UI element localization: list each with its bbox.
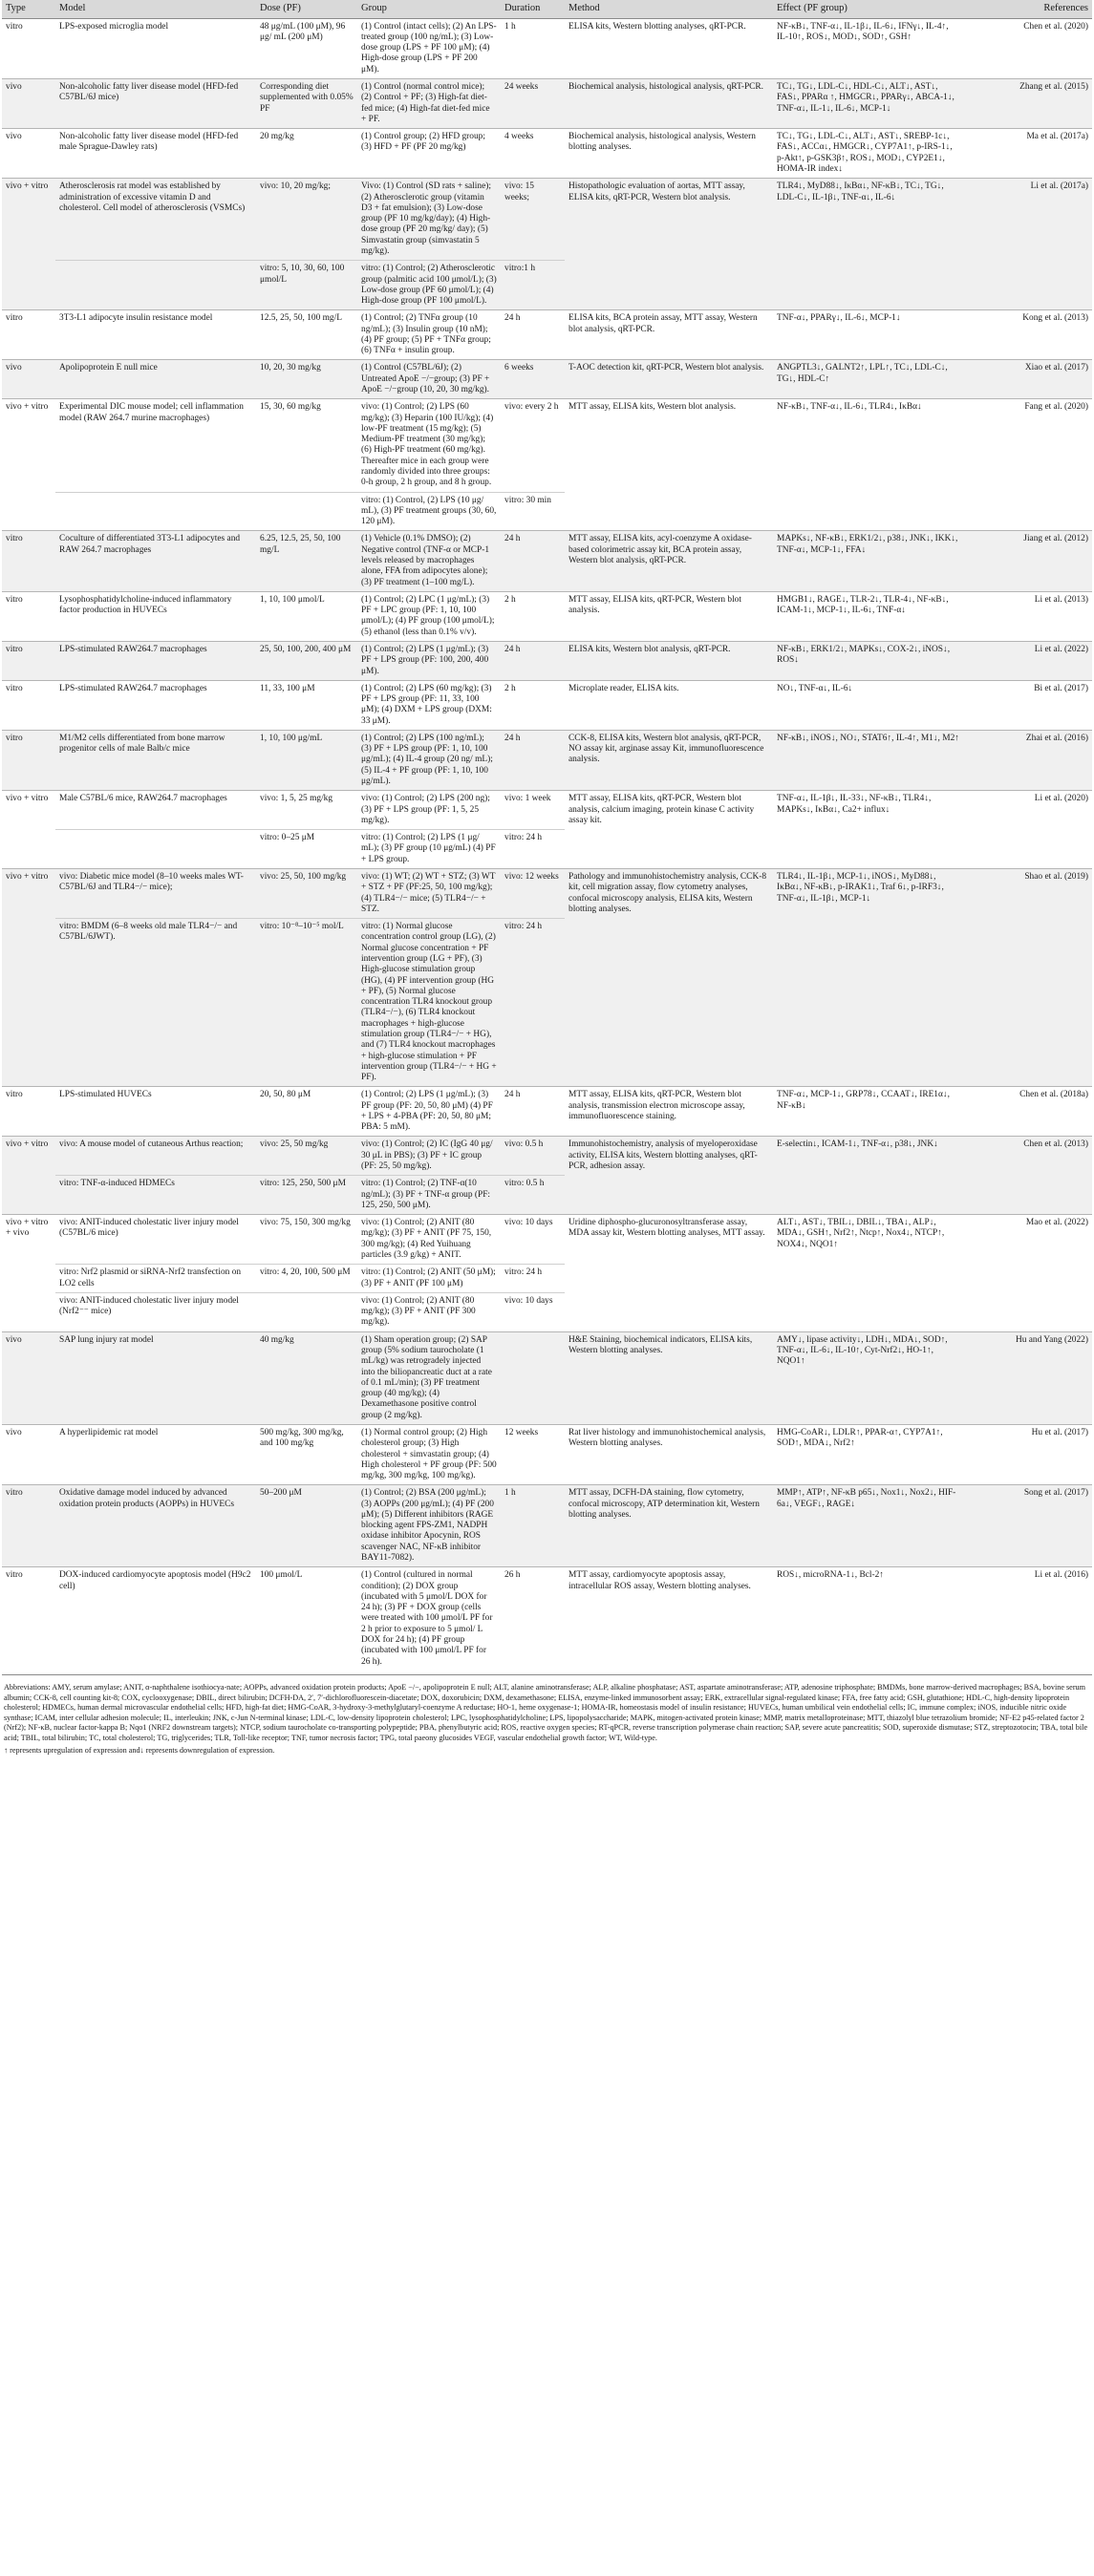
reference-cell: Kong et al. (2013) bbox=[964, 310, 1092, 360]
duration-cell: vivo: 12 weeks bbox=[501, 869, 565, 919]
group-cell: vivo: (1) Control; (2) LPS (200 ng); (3) PF + LPS group (PF: 1, 5, 25 mg/kg). bbox=[357, 791, 501, 830]
dose-cell: 6.25, 12.5, 25, 50, 100 mg/L bbox=[256, 531, 357, 591]
reference-cell: Song et al. (2017) bbox=[964, 1485, 1092, 1567]
model-cell bbox=[55, 261, 256, 310]
duration-cell: vitro: 24 h bbox=[501, 1265, 565, 1293]
reference-cell: Chen et al. (2013) bbox=[964, 1137, 1092, 1215]
dose-cell: 1, 10, 100 μg/mL bbox=[256, 730, 357, 790]
reference-cell: Zhai et al. (2016) bbox=[964, 730, 1092, 790]
header-duration: Duration bbox=[501, 0, 565, 18]
duration-cell: 1 h bbox=[501, 1485, 565, 1567]
duration-cell: vitro: 0.5 h bbox=[501, 1176, 565, 1215]
table-row bbox=[2, 1331, 1092, 1424]
method-cell: Histopathologic evaluation of aortas, MTT assay, ELISA kits, qRT-PCR, Western blot analysis. bbox=[565, 179, 773, 310]
method-cell: H&E Staining, biochemical indicators, ELISA kits, Western blotting analyses. bbox=[565, 1331, 773, 1424]
type-cell: vivo + vitro bbox=[2, 869, 55, 1087]
group-cell: (1) Control; (2) LPS (1 μg/mL); (3) PF + LPS group (PF: 100, 200, 400 μM). bbox=[357, 641, 501, 680]
effect-cell: TNF-α↓, IL-1β↓, IL-33↓, NF-κB↓, TLR4↓, MAPKs↓, IκBα↓, Ca2+ influx↓ bbox=[773, 791, 964, 869]
reference-cell: Fang et al. (2020) bbox=[964, 399, 1092, 531]
dose-cell: 10, 20, 30 mg/kg bbox=[256, 360, 357, 399]
model-cell: Non-alcoholic fatty liver disease model (HFD-fed male Sprague-Dawley rats) bbox=[55, 129, 256, 179]
dose-cell: 500 mg/kg, 300 mg/kg, and 100 mg/kg bbox=[256, 1424, 357, 1484]
effect-cell: NF-κB↓, ERK1/2↓, MAPKs↓, COX-2↓, iNOS↓, ROS↓ bbox=[773, 641, 964, 680]
table-body bbox=[2, 18, 1092, 1671]
model-cell: vitro: TNF-α-induced HDMECs bbox=[55, 1176, 256, 1215]
group-cell: (1) Control (cultured in normal condition); (2) DOX group (incubated with 5 μmol/L DOX for 24 h); (3) PF + DOX group (cells were treated with 100 μmol/L PF for 2 h prior to exposure to 5 μmol/ L DOX for 24 h); (4) PF group (incubated with 100 μmol/L PF for 26 h). bbox=[357, 1567, 501, 1671]
effect-cell: TLR4↓, IL-1β↓, MCP-1↓, iNOS↓, MyD88↓, IκBα↓, NF-κB↓, p-IRAK1↓, Traf 6↓, p-IRF3↓, TNF-α↓, IL-1β↓, MCP-1↓ bbox=[773, 869, 964, 1087]
dose-cell: 15, 30, 60 mg/kg bbox=[256, 399, 357, 492]
table-row bbox=[2, 730, 1092, 790]
reference-cell: Li et al. (2013) bbox=[964, 591, 1092, 641]
table-row bbox=[2, 18, 1092, 78]
table-row bbox=[2, 79, 1092, 129]
type-cell: vivo bbox=[2, 129, 55, 179]
dose-cell: 11, 33, 100 μM bbox=[256, 680, 357, 730]
type-cell: vivo + vitro bbox=[2, 399, 55, 531]
model-cell: LPS-stimulated HUVECs bbox=[55, 1087, 256, 1137]
model-cell: M1/M2 cells differentiated from bone marrow progenitor cells of male Balb/c mice bbox=[55, 730, 256, 790]
table-row bbox=[2, 1215, 1092, 1265]
group-cell: vitro: (1) Control; (2) TNF-α(10 ng/mL); (3) PF + TNF-α group (PF: 125, 250, 500 μM). bbox=[357, 1176, 501, 1215]
model-cell: DOX-induced cardiomyocyte apoptosis model (H9c2 cell) bbox=[55, 1567, 256, 1671]
group-cell: vitro: (1) Control, (2) LPS (10 μg/ mL), (3) PF treatment groups (30, 60, 120 μM). bbox=[357, 492, 501, 531]
duration-cell: vivo: 0.5 h bbox=[501, 1137, 565, 1176]
duration-cell: 24 h bbox=[501, 1087, 565, 1137]
group-cell: vivo: (1) WT; (2) WT + STZ; (3) WT + STZ + PF (PF:25, 50, 100 mg/kg); (4) TLR4−/− mice; (5) TLR4−/− + STZ. bbox=[357, 869, 501, 919]
method-cell: Immunohistochemistry, analysis of myeloperoxidase activity, ELISA kits, Western blotting analyses, qRT-PCR, adhesion assay. bbox=[565, 1137, 773, 1215]
table-row bbox=[2, 680, 1092, 730]
method-cell: Pathology and immunohistochemistry analysis, CCK-8 kit, cell migration assay, flow cytometry analyses, confocal microscopy analysis, ELISA kits, Western blotting analyses. bbox=[565, 869, 773, 1087]
effect-cell: TC↓, TG↓, LDL-C↓, ALT↓, AST↓, SREBP-1c↓, FAS↓, ACCα↓, HMGCR↓, CYP7A1↑, p-IRS-1↓, p-Akt↑, p-GSK3β↑, ROS↓, MOD↓, CYP2E1↓, HOMA-IR index↓ bbox=[773, 129, 964, 179]
duration-cell: 2 h bbox=[501, 680, 565, 730]
dose-cell: vivo: 25, 50, 100 mg/kg bbox=[256, 869, 357, 919]
document bbox=[2, 0, 1092, 1756]
header-group: Group bbox=[357, 0, 501, 18]
group-cell: vivo: (1) Control; (2) ANIT (80 mg/kg); (3) PF + ANIT (PF 300 mg/kg). bbox=[357, 1292, 501, 1331]
effect-cell: MMP↑, ATP↑, NF-κB p65↓, Nox1↓, Nox2↓, HIF-6a↓, VEGF↓, RAGE↓ bbox=[773, 1485, 964, 1567]
effect-cell: TNF-α↓, MCP-1↓, GRP78↓, CCAAT↓, IRE1α↓, NF-κB↓ bbox=[773, 1087, 964, 1137]
model-cell: LPS-exposed microglia model bbox=[55, 18, 256, 78]
duration-cell: vivo: 15 weeks; bbox=[501, 179, 565, 261]
model-cell: Experimental DIC mouse model; cell inflammation model (RAW 264.7 murine macrophages) bbox=[55, 399, 256, 492]
reference-cell: Bi et al. (2017) bbox=[964, 680, 1092, 730]
effect-cell: E-selectin↓, ICAM-1↓, TNF-α↓, p38↓, JNK↓ bbox=[773, 1137, 964, 1215]
effect-cell: TLR4↓, MyD88↓, IκBα↓, NF-κB↓, TC↓, TG↓, LDL-C↓, IL-1β↓, TNF-α↓, IL-6↓ bbox=[773, 179, 964, 310]
duration-cell bbox=[501, 1331, 565, 1424]
reference-cell: Ma et al. (2017a) bbox=[964, 129, 1092, 179]
model-cell: Lysophosphatidylcholine-induced inflammatory factor production in HUVECs bbox=[55, 591, 256, 641]
model-cell: Atherosclerosis rat model was established by administration of excessive vitamin D and cholesterol. Cell model of atherosclerosis (VSMCs) bbox=[55, 179, 256, 261]
group-cell: (1) Control; (2) LPS (60 mg/kg); (3) PF + LPS group (PF: 11, 33, 100 μM); (4) DXM + LPS group (DXM: 33 μM). bbox=[357, 680, 501, 730]
header-dose: Dose (PF) bbox=[256, 0, 357, 18]
group-cell: (1) Control group; (2) HFD group; (3) HFD + PF (PF 20 mg/kg) bbox=[357, 129, 501, 179]
group-cell: (1) Control (C57BL/6J); (2) Untreated ApoE −/−group; (3) PF + ApoE −/−group (10, 20, 30 mg/kg). bbox=[357, 360, 501, 399]
type-cell: vitro bbox=[2, 531, 55, 591]
reference-cell: Zhang et al. (2015) bbox=[964, 79, 1092, 129]
method-cell: MTT assay, ELISA kits, acyl-coenzyme A oxidase-based colorimetric assay kit, BCA protein assay, Western blot analysis, qRT-PCR. bbox=[565, 531, 773, 591]
table-row bbox=[2, 869, 1092, 919]
duration-cell: vitro: 24 h bbox=[501, 919, 565, 1087]
group-cell: (1) Control; (2) LPC (1 μg/mL); (3) PF + LPC group (PF: 1, 10, 100 μmol/L); (4) PF group (100 μmol/L); (5) ethanol (less than 0.1% v/v). bbox=[357, 591, 501, 641]
table-row bbox=[2, 641, 1092, 680]
effect-cell: TC↓, TG↓, LDL-C↓, HDL-C↓, ALT↓, AST↓, FAS↓, PPARα ↑, HMGCR↓, PPARγ↓, ABCA-1↓, TNF-α↓, IL-1↓, IL-6↓, MCP-1↓ bbox=[773, 79, 964, 129]
group-cell: vitro: (1) Control; (2) ANIT (50 μM); (3) PF + ANIT (PF 100 μM) bbox=[357, 1265, 501, 1293]
table-row bbox=[2, 1485, 1092, 1567]
type-cell: vivo + vitro bbox=[2, 791, 55, 869]
model-cell: 3T3-L1 adipocyte insulin resistance model bbox=[55, 310, 256, 360]
header-model: Model bbox=[55, 0, 256, 18]
model-cell: vivo: Diabetic mice model (8–10 weeks males WT- C57BL/6J and TLR4−/− mice); bbox=[55, 869, 256, 919]
table-row bbox=[2, 360, 1092, 399]
reference-cell: Xiao et al. (2017) bbox=[964, 360, 1092, 399]
method-cell: Uridine diphospho-glucuronosyltransferase assay, MDA assay kit, Western blotting analyses, MTT assay. bbox=[565, 1215, 773, 1332]
dose-cell: vivo: 1, 5, 25 mg/kg bbox=[256, 791, 357, 830]
method-cell: T-AOC detection kit, qRT-PCR, Western blot analysis. bbox=[565, 360, 773, 399]
method-cell: Microplate reader, ELISA kits. bbox=[565, 680, 773, 730]
method-cell: CCK-8, ELISA kits, Western blot analysis, qRT-PCR, NO assay kit, arginase assay Kit, immunofluorescence analysis. bbox=[565, 730, 773, 790]
reference-cell: Mao et al. (2022) bbox=[964, 1215, 1092, 1332]
duration-cell: 2 h bbox=[501, 591, 565, 641]
reference-cell: Chen et al. (2018a) bbox=[964, 1087, 1092, 1137]
reference-cell: Li et al. (2016) bbox=[964, 1567, 1092, 1671]
method-cell: MTT assay, ELISA kits, qRT-PCR, Western blot analysis. bbox=[565, 591, 773, 641]
group-cell: vivo: (1) Control; (2) IC (IgG 40 μg/ 30 μL in PBS); (3) PF + IC group (PF: 25, 50 mg/kg). bbox=[357, 1137, 501, 1176]
table-row bbox=[2, 310, 1092, 360]
type-cell: vivo bbox=[2, 79, 55, 129]
duration-cell: 24 weeks bbox=[501, 79, 565, 129]
header-effect: Effect (PF group) bbox=[773, 0, 964, 18]
table-row bbox=[2, 129, 1092, 179]
duration-cell: 26 h bbox=[501, 1567, 565, 1671]
group-cell: vitro: (1) Normal glucose concentration control group (LG), (2) Normal glucose concentration + PF intervention group (LG + PF), (3) High-glucose stimulation group (HG), (4) PF intervention group (HG + PF), (5) Normal glucose concentration TLR4 knockout group (TLR4−/−), (6) TLR4 knockout macrophages + high-glucose stimulation group (TLR4−/− + HG), and (7) TLR4 knockout macrophages + high-glucose stimulation + PF intervention group (TLR4−/− + HG + PF). bbox=[357, 919, 501, 1087]
dose-cell bbox=[256, 492, 357, 531]
model-cell bbox=[55, 492, 256, 531]
method-cell: MTT assay, DCFH-DA staining, flow cytometry, confocal microscopy, ATP determination kit, Western blotting analyses. bbox=[565, 1485, 773, 1567]
table-row bbox=[2, 399, 1092, 492]
type-cell: vitro bbox=[2, 1087, 55, 1137]
model-cell: SAP lung injury rat model bbox=[55, 1331, 256, 1424]
effect-cell: MAPKs↓, NF-κB↓, ERK1/2↓, p38↓, JNK↓, IKK↓, TNF-α↓, MCP-1↓, FFA↓ bbox=[773, 531, 964, 591]
effect-cell: NF-κB↓, TNF-α↓, IL-1β↓, IL-6↓, IFNγ↓, IL-4↑, IL-10↑, ROS↓, MOD↓, SOD↑, GSH↑ bbox=[773, 18, 964, 78]
header-type: Type bbox=[2, 0, 55, 18]
dose-cell: 1, 10, 100 μmol/L bbox=[256, 591, 357, 641]
group-cell: (1) Control; (2) TNFα group (10 ng/mL); (3) Insulin group (10 nM); (4) PF group; (5) PF + TNFα group; (6) TNFα + insulin group. bbox=[357, 310, 501, 360]
reference-cell: Hu and Yang (2022) bbox=[964, 1331, 1092, 1424]
duration-cell: 24 h bbox=[501, 641, 565, 680]
effect-cell: HMG-CoAR↓, LDLR↑, PPAR-α↑, CYP7A1↑, SOD↑, MDA↓, Nrf2↑ bbox=[773, 1424, 964, 1484]
reference-cell: Hu et al. (2017) bbox=[964, 1424, 1092, 1484]
model-cell: vivo: ANIT-induced cholestatic liver injury model (Nrf2⁻⁻ mice) bbox=[55, 1292, 256, 1331]
group-cell: vitro: (1) Control; (2) Atherosclerotic group (palmitic acid 100 μmol/L); (3) Low-dose group (PF 60 μmol/L); (4) High-dose group (PF 100 μmol/L). bbox=[357, 261, 501, 310]
duration-cell: vitro: 24 h bbox=[501, 830, 565, 869]
type-cell: vivo + vitro bbox=[2, 1137, 55, 1215]
type-cell: vivo bbox=[2, 1424, 55, 1484]
type-cell: vitro bbox=[2, 730, 55, 790]
method-cell: Biochemical analysis, histological analysis, qRT-PCR. bbox=[565, 79, 773, 129]
group-cell: (1) Normal control group; (2) High cholesterol group; (3) High cholesterol + simvastatin group; (4) High cholesterol + PF group (PF: 500 mg/kg, 300 mg/kg, 100 mg/kg). bbox=[357, 1424, 501, 1484]
dose-cell: vitro: 5, 10, 30, 60, 100 μmol/L bbox=[256, 261, 357, 310]
method-cell: ELISA kits, Western blotting analyses, qRT-PCR. bbox=[565, 18, 773, 78]
group-cell: vivo: (1) Control; (2) ANIT (80 mg/kg); (3) PF + ANIT (PF 75, 150, 300 mg/kg); (4) Red Yuihuang particles (3.9 g/kg) + ANIT. bbox=[357, 1215, 501, 1265]
group-cell: (1) Vehicle (0.1% DMSO); (2) Negative control (TNF-α or MCP-1 levels released by macrophages alone, FFA from adipocytes alone); (3) PF treatment (1–100 mg/L). bbox=[357, 531, 501, 591]
group-cell: (1) Control (normal control mice); (2) Control + PF; (3) High-fat diet-fed mice; (4) High-fat diet-fed mice + PF. bbox=[357, 79, 501, 129]
reference-cell: Li et al. (2017a) bbox=[964, 179, 1092, 310]
duration-cell: 12 weeks bbox=[501, 1424, 565, 1484]
effect-cell: NF-κB↓, TNF-α↓, IL-6↓, TLR4↓, IκBα↓ bbox=[773, 399, 964, 531]
dose-cell: 48 μg/mL (100 μM), 96 μg/ mL (200 μM) bbox=[256, 18, 357, 78]
header-method: Method bbox=[565, 0, 773, 18]
dose-cell: vitro: 125, 250, 500 μM bbox=[256, 1176, 357, 1215]
dose-cell: 20 mg/kg bbox=[256, 129, 357, 179]
type-cell: vitro bbox=[2, 680, 55, 730]
type-cell: vitro bbox=[2, 1567, 55, 1671]
method-cell: Rat liver histology and immunohistochemical analysis, Western blotting analyses. bbox=[565, 1424, 773, 1484]
dose-cell: 12.5, 25, 50, 100 mg/L bbox=[256, 310, 357, 360]
table-row bbox=[2, 531, 1092, 591]
group-cell: Vivo: (1) Control (SD rats + saline); (2) Atherosclerotic group (vitamin D3 + fat emulsion); (3) Low-dose group (PF 10 mg/kg/day); (4) High-dose group (PF 20 mg/kg/ day); (5) Simvastatin group (simvastatin 5 mg/kg). bbox=[357, 179, 501, 261]
duration-cell: 6 weeks bbox=[501, 360, 565, 399]
type-cell: vivo + vitro bbox=[2, 179, 55, 310]
table-row bbox=[2, 179, 1092, 261]
type-cell: vitro bbox=[2, 310, 55, 360]
dose-cell: vivo: 75, 150, 300 mg/kg bbox=[256, 1215, 357, 1265]
model-cell: Non-alcoholic fatty liver disease model (HFD-fed C57BL/6J mice) bbox=[55, 79, 256, 129]
model-cell: vivo: ANIT-induced cholestatic liver injury model (C57BL/6 mice) bbox=[55, 1215, 256, 1265]
effect-cell: NF-κB↓, iNOS↓, NO↓, STAT6↑, IL-4↑, M1↓, M2↑ bbox=[773, 730, 964, 790]
table-row bbox=[2, 1137, 1092, 1176]
method-cell: Biochemical analysis, histological analysis, Western blotting analyses. bbox=[565, 129, 773, 179]
effect-cell: TNF-α↓, PPARγ↓, IL-6↓, MCP-1↓ bbox=[773, 310, 964, 360]
table-row bbox=[2, 1087, 1092, 1137]
model-cell: Male C57BL/6 mice, RAW264.7 macrophages bbox=[55, 791, 256, 830]
effect-cell: ALT↓, AST↓, TBIL↓, DBIL↓, TBA↓, ALP↓, MDA↓, GSH↑, Nrf2↑, Ntcp↑, Nox4↓, NTCP↑, NOX4↓, NQO1↑ bbox=[773, 1215, 964, 1332]
method-cell: MTT assay, ELISA kits, Western blot analysis. bbox=[565, 399, 773, 531]
dose-cell: vivo: 10, 20 mg/kg; bbox=[256, 179, 357, 261]
type-cell: vivo bbox=[2, 1331, 55, 1424]
effect-cell: HMGB1↓, RAGE↓, TLR-2↓, TLR-4↓, NF-κB↓, ICAM-1↓, MCP-1↓, IL-6↓, TNF-α↓ bbox=[773, 591, 964, 641]
model-cell: Coculture of differentiated 3T3-L1 adipocytes and RAW 264.7 macrophages bbox=[55, 531, 256, 591]
reference-cell: Li et al. (2020) bbox=[964, 791, 1092, 869]
effect-cell: ROS↓, microRNA-1↓, Bcl-2↑ bbox=[773, 1567, 964, 1671]
model-cell: vitro: BMDM (6–8 weeks old male TLR4−/− and C57BL/6JWT). bbox=[55, 919, 256, 1087]
dose-cell: vitro: 0–25 μM bbox=[256, 830, 357, 869]
type-cell: vitro bbox=[2, 18, 55, 78]
model-cell: LPS-stimulated RAW264.7 macrophages bbox=[55, 680, 256, 730]
duration-cell: 24 h bbox=[501, 730, 565, 790]
model-cell: A hyperlipidemic rat model bbox=[55, 1424, 256, 1484]
model-cell: vivo: A mouse model of cutaneous Arthus reaction; bbox=[55, 1137, 256, 1176]
duration-cell: vitro: 30 min bbox=[501, 492, 565, 531]
method-cell: MTT assay, cardiomyocyte apoptosis assay, intracellular ROS assay, Western blotting analyses. bbox=[565, 1567, 773, 1671]
type-cell: vitro bbox=[2, 641, 55, 680]
header-row bbox=[2, 0, 1092, 18]
table-row bbox=[2, 791, 1092, 830]
duration-cell: 24 h bbox=[501, 531, 565, 591]
dose-cell: 100 μmol/L bbox=[256, 1567, 357, 1671]
footnotes bbox=[2, 1674, 1092, 1756]
method-cell: MTT assay, ELISA kits, qRT-PCR, Western blot analysis, transmission electron microscope assay, immunofluorescence staining. bbox=[565, 1087, 773, 1137]
duration-cell: 1 h bbox=[501, 18, 565, 78]
method-cell: ELISA kits, Western blot analysis, qRT-PCR. bbox=[565, 641, 773, 680]
model-cell: Apolipoprotein E null mice bbox=[55, 360, 256, 399]
dose-cell: 25, 50, 100, 200, 400 μM bbox=[256, 641, 357, 680]
duration-cell: vivo: 10 days bbox=[501, 1292, 565, 1331]
table-row bbox=[2, 1567, 1092, 1671]
dose-cell: vivo: 25, 50 mg/kg bbox=[256, 1137, 357, 1176]
dose-cell: Corresponding diet supplemented with 0.05% PF bbox=[256, 79, 357, 129]
dose-cell bbox=[256, 1292, 357, 1331]
effect-cell: ANGPTL3↓, GALNT2↑, LPL↑, TC↓, LDL-C↓, TG↓, HDL-C↑ bbox=[773, 360, 964, 399]
reference-cell: Jiang et al. (2012) bbox=[964, 531, 1092, 591]
model-cell: LPS-stimulated RAW264.7 macrophages bbox=[55, 641, 256, 680]
data-table bbox=[2, 0, 1092, 1671]
dose-cell: vitro: 4, 20, 100, 500 μM bbox=[256, 1265, 357, 1293]
dose-cell: 20, 50, 80 μM bbox=[256, 1087, 357, 1137]
duration-cell: 24 h bbox=[501, 310, 565, 360]
model-cell bbox=[55, 830, 256, 869]
reference-cell: Shao et al. (2019) bbox=[964, 869, 1092, 1087]
group-cell: (1) Control; (2) LPS (100 ng/mL); (3) PF + LPS group (PF: 1, 10, 100 μg/mL); (4) IL-4 group (20 ng/ mL); (5) IL-4 + PF group (PF: 1, 10, 100 μg/mL). bbox=[357, 730, 501, 790]
model-cell: Oxidative damage model induced by advanced oxidation protein products (AOPPs) in HUVECs bbox=[55, 1485, 256, 1567]
reference-cell: Li et al. (2022) bbox=[964, 641, 1092, 680]
group-cell: (1) Control; (2) LPS (1 μg/mL); (3) PF group (PF: 20, 50, 80 μM) (4) PF + LPS + 4-PBA (PF: 20, 50, 80 μM; PBA: 5 mM). bbox=[357, 1087, 501, 1137]
effect-cell: NO↓, TNF-α↓, IL-6↓ bbox=[773, 680, 964, 730]
dose-cell: 40 mg/kg bbox=[256, 1331, 357, 1424]
group-cell: vivo: (1) Control; (2) LPS (60 mg/kg); (3) Heparin (100 IU/kg); (4) low-PF treatment (15 mg/kg); (5) Medium-PF treatment (30 mg/kg); (6) High-PF treatment (60 mg/kg). Thereafter mice in each group were randomly divided into three groups: 0-h group, 2 h group, and 8 h group. bbox=[357, 399, 501, 492]
arrow-legend-note: ↑ represents upregulation of expression and↓ represents downregulation of expression. bbox=[4, 1745, 275, 1755]
type-cell: vivo + vitro + vivo bbox=[2, 1215, 55, 1332]
table-row bbox=[2, 1424, 1092, 1484]
duration-cell: vivo: every 2 h bbox=[501, 399, 565, 492]
duration-cell: vivo: 1 week bbox=[501, 791, 565, 830]
method-cell: ELISA kits, BCA protein assay, MTT assay, Western blot analysis, qRT-PCR. bbox=[565, 310, 773, 360]
duration-cell: vitro:1 h bbox=[501, 261, 565, 310]
group-cell: (1) Control (intact cells); (2) An LPS-treated group (100 ng/mL); (3) Low-dose group (LPS + PF 100 μM); (4) High-dose group (LPS + PF 200 μM). bbox=[357, 18, 501, 78]
group-cell: (1) Sham operation group; (2) SAP group (5% sodium taurocholate (1 mL/kg) was retrogradely injected into the biliopancreatic duct at a rate of 0.1 mL/min); (3) PF treatment group (40 mg/kg); (4) Dexamethasone positive control group (2 mg/kg). bbox=[357, 1331, 501, 1424]
model-cell: vitro: Nrf2 plasmid or siRNA-Nrf2 transfection on LO2 cells bbox=[55, 1265, 256, 1293]
dose-cell: 50–200 μM bbox=[256, 1485, 357, 1567]
header-references: References bbox=[964, 0, 1092, 18]
type-cell: vivo bbox=[2, 360, 55, 399]
duration-cell: 4 weeks bbox=[501, 129, 565, 179]
duration-cell: vivo: 10 days bbox=[501, 1215, 565, 1265]
group-cell: vitro: (1) Control; (2) LPS (1 μg/ mL); (3) PF group (10 μg/mL) (4) PF + LPS group. bbox=[357, 830, 501, 869]
dose-cell: vitro: 10⁻⁸–10⁻⁵ mol/L bbox=[256, 919, 357, 1087]
method-cell: MTT assay, ELISA kits, qRT-PCR, Western blot analysis, calcium imaging, protein kinase C activity assay kit. bbox=[565, 791, 773, 869]
type-cell: vitro bbox=[2, 591, 55, 641]
type-cell: vitro bbox=[2, 1485, 55, 1567]
table-row bbox=[2, 591, 1092, 641]
effect-cell: AMY↓, lipase activity↓, LDH↓, MDA↓, SOD↑, TNF-α↓, IL-6↓, IL-10↑, Cyt-Nrf2↓, HO-1↑, NQO1↑ bbox=[773, 1331, 964, 1424]
reference-cell: Chen et al. (2020) bbox=[964, 18, 1092, 78]
group-cell: (1) Control; (2) BSA (200 μg/mL); (3) AOPPs (200 μg/mL); (4) PF (200 μM); (5) Different inhibitors (RAGE blocking agent FPS-ZM1, NADPH oxidase inhibitor Apocynin, ROS scavenger NAC, NF-κB inhibitor BAY11-7082). bbox=[357, 1485, 501, 1567]
abbreviations-note: Abbreviations: AMY, serum amylase; ANIT, α-naphthalene isothiocya-nate; AOPPs, advanced oxidation protein products; ApoE −/−, apolipoprotein E null; ALT, alanine aminotransferase; ALP, alkaline phosphatase; AST, aspartate aminotransferase; ATP, adenosine triphosphate; BMDMs, bone marrow-derived macrophages; BSA, bovine serum albumin; CCK-8, cell counting kit-8; COX, cyclooxygenase; DBIL, direct bilirubin; DCFH-DA, 2′, 7′-dichlorofluorescein-diacetate; DOX, doxorubicin; DXM, dexamethasone; ELISA, enzyme-linked immunosorbent assay; ERK, extracellular signal-regulated kinase; FFA, free fatty acid; GSH, glutathione; HDL-C, high-density lipoprotein cholesterol; HDMECs, human dermal microvascular endothelial cells; HFD, high-fat diet; HMG-CoAR, 3-hydroxy-3-methylglutaryl-coenzyme A reductase; HO-1, heme oxygenase-1; HOMA-IR, homeostasis model of insulin resistance; HUVECs, human umbilical vein endothelial cells; IC, immune complex; iNOS, inducible nitric oxide synthase; ICAM, inter cellular adhesion molecule; IL, interleukin; JNK, c-Jun N-terminal kinase; LDL-C, low-density lipoprotein cholesterol; LPC, lysophosphatidylcholine; LPS, lipopolysaccharide; MAPK, mitogen-activated protein kinase; MMP, matrix metalloproteinase; MTT, thiazolyl blue tetrazolium bromide; NF-E2 p45-related factor 2 (Nrf2); NF-κB, nuclear factor-kappa B; Nqo1 (NRF2 downstream targets); NTCP, sodium taurocholate co-transporting polypeptide; PBA, phenylbutyric acid; ROS, reactive oxygen species; RT-qPCR, reverse transcription polymerase chain reaction; SAP, severe acute pancreatitis; SOD, superoxide dismutase; STZ, streptozotocin; TBA, total bile acid; TBIL, total bilirubin; TC, total cholesterol; TG, triglycerides; TLR, Toll-like receptor; TNF, tumor necrosis factor; TPG, total paeony glucosides VEGF, vascular endothelial growth factor; WT, Wild-type. bbox=[4, 1682, 1088, 1743]
